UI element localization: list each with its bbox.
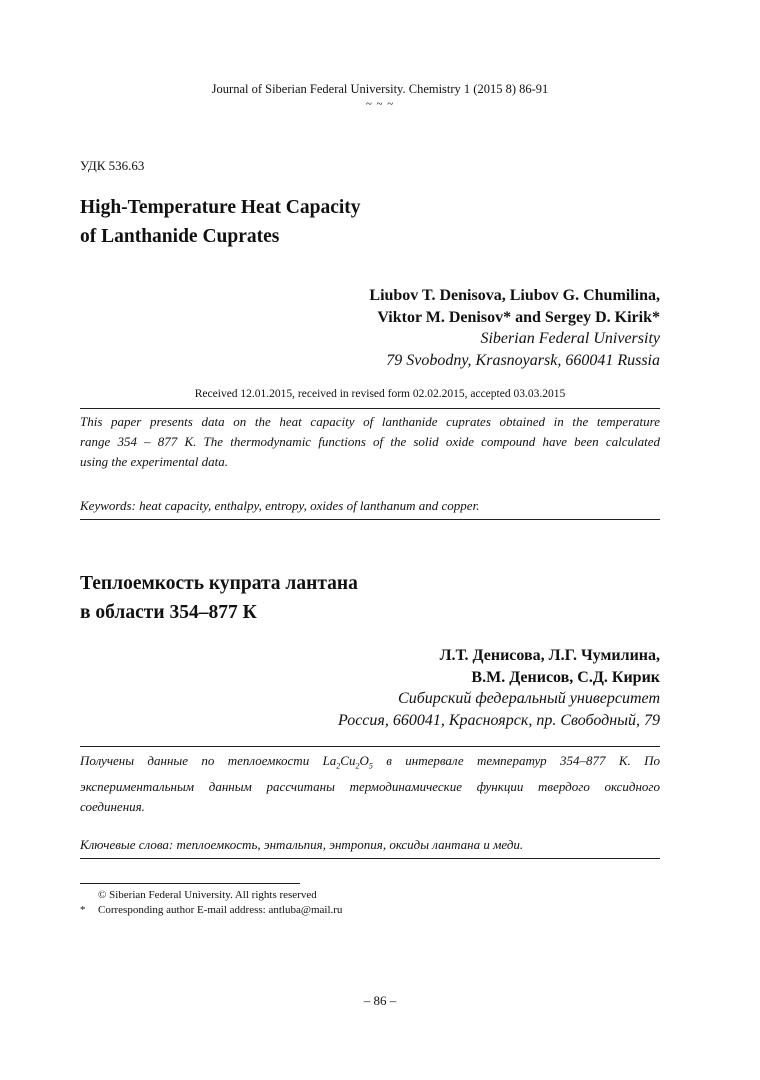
english-title (80, 193, 361, 251)
russian-title-line-1: Теплоемкость купрата лантана (80, 573, 358, 594)
english-abstract-line-2: range 354 – 877 K. The thermodynamic functions of the solid oxide compound have been calculated (80, 434, 660, 449)
english-title-line-1: High-Temperature Heat Capacity (80, 197, 361, 218)
abstract-top-rule (80, 408, 660, 409)
russian-title (80, 569, 358, 627)
russian-keywords: Ключевые слова: теплоемкость, энтальпия, энтропия, оксиды лантана и меди. (80, 837, 524, 852)
footnote-rule (80, 883, 300, 884)
russian-authors-line-1: Л.Т. Денисова, Л.Г. Чумилина, (439, 647, 660, 664)
udk-code: УДК 536.63 (80, 158, 145, 173)
received-dates: Received 12.01.2015, received in revised form 02.02.2015, accepted 03.03.2015 (194, 388, 566, 400)
english-abstract (80, 412, 660, 472)
copyright-footnote: © Siberian Federal University. All rights reserved (98, 889, 317, 901)
page-number: – 86 – (363, 993, 397, 1008)
corresponding-footnote (80, 904, 342, 916)
corresponding-author-email: Corresponding author E-mail address: antluba@mail.ru (98, 904, 343, 916)
abstract-bottom-rule (80, 519, 660, 520)
english-title-line-2: of Lanthanide Cuprates (80, 226, 280, 247)
russian-abstract-line-1: Получены данные по теплоемкости $La_2Cu_2O_5$ в интервале температур 354–877 К. По (80, 753, 660, 771)
russian-abstract-line-3: соединения. (80, 798, 145, 814)
english-affiliation-line-2: 79 Svobodny, Krasnoyarsk, 660041 Russia (386, 351, 660, 369)
russian-title-line-2: в области 354–877 К (80, 602, 257, 623)
english-abstract-line-1: This paper presents data on the heat capacity of lanthanide cuprates obtained in the temperature (80, 414, 660, 429)
russian-authors (338, 645, 660, 731)
russian-abstract-bottom-rule (80, 858, 660, 859)
russian-abstract-line-2: экспериментальным данным рассчитаны термодинамические функции твердого оксидного (80, 778, 660, 794)
russian-abstract (80, 751, 660, 817)
english-keywords: Keywords: heat capacity, enthalpy, entropy, oxides of lanthanum and copper. (80, 498, 480, 513)
russian-affiliation-line-2: Россия, 660041, Красноярск, пр. Свободный, 79 (338, 711, 660, 729)
russian-affiliation-line-1: Сибирский федеральный университет (398, 690, 660, 707)
russian-abstract-top-rule (80, 746, 660, 747)
english-authors-line-1: Liubov T. Denisova, Liubov G. Chumilina, (369, 287, 660, 304)
journal-header: Journal of Siberian Federal University. Chemistry 1 (2015 8) 86-91 (211, 82, 549, 96)
footnote-asterisk: * (80, 904, 86, 916)
english-affiliation-line-1: Siberian Federal University (480, 330, 660, 347)
russian-authors-line-2: В.М. Денисов, С.Д. Кирик (471, 668, 660, 686)
english-abstract-line-3: using the experimental data. (80, 454, 229, 469)
header-ornament: ~ ~ ~ (365, 98, 395, 110)
english-authors-line-2: Viktor M. Denisov* and Sergey D. Kirik* (377, 308, 660, 326)
english-authors (369, 285, 660, 371)
